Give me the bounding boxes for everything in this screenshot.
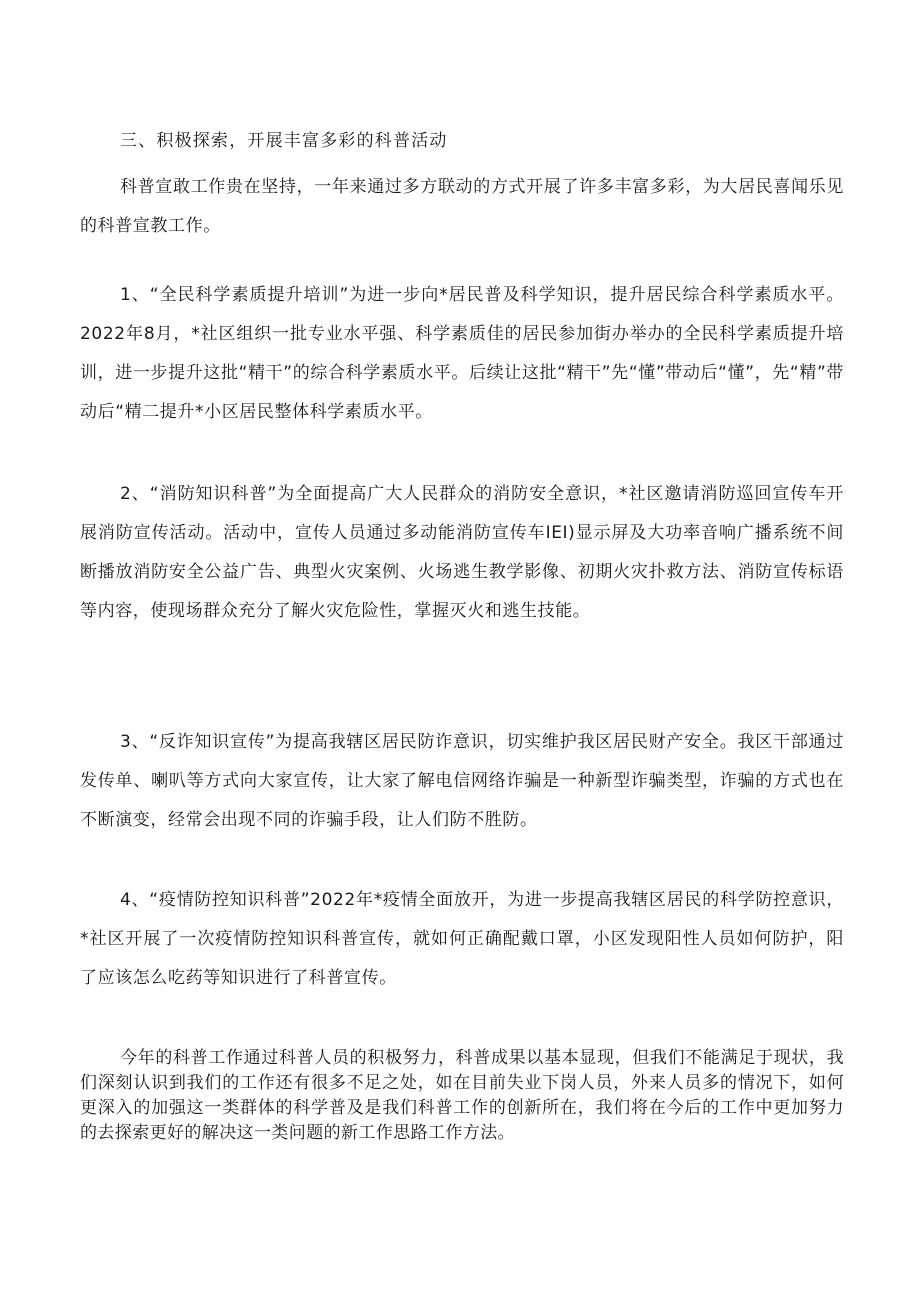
paragraph-item-3-anti-fraud: 3、“反诈知识宣传”为提高我辖区居民防诈意识，切实维护我区居民财产安全。我区干部通过发传单、喇叭等方式向大家宣传，让大家了解电信网络诈骗是一种新型诈骗类型，诈骗的方式也在不断演变，经常会出现不同的诈骗手段，让人们防不胜防。 [80, 732, 844, 830]
paragraph-item-4-epidemic: 4、“疫情防控知识科普”2022年*疫情全面放开，为进一步提高我辖区居民的科学防控意识，*社区开展了一次疫情防控知识科普宣传，就如何正确配戴口罩，小区发现阳性人员如何防护，阳了应该怎么吃药等知识进行了科普宣传。 [80, 890, 844, 988]
paragraph-closing-summary: 今年的科普工作通过科普人员的积极努力，科普成果以基本显现，但我们不能满足于现状，我们深刻认识到我们的工作还有很多不足之处，如在目前失业下岗人员，外来人员多的情况下，如何更深入的加强这一类群体的科学普及是我们科普工作的创新所在，我们将在今后的工作中更加努力的去探索更好的解决这一类问题的新工作思路工作方法。 [80, 1048, 844, 1143]
paragraph-item-2-fire-safety: 2、“消防知识科普”为全面提高广大人民群众的消防安全意识，*社区邀请消防巡回宣传车开展消防宣传活动。活动中，宣传人员通过多动能消防宣传车IEI)显示屏及大功率音响广播系统不间断播放消防安全公益广告、典型火灾案例、火场逃生教学影像、初期火灾扑救方法、消防宣传标语等内容，使现场群众充分了解火灾危险性，掌握灭火和逃生技能。 [80, 484, 844, 621]
section-heading: 三、积极探索，开展丰富多彩的科普活动 [120, 131, 448, 151]
paragraph-intro: 科普宣敢工作贵在坚持，一年来通过多方联动的方式开展了许多丰富多彩，为大居民喜闻乐见的科普宣教工作。 [80, 177, 844, 236]
paragraph-item-1-science-training: 1、“全民科学素质提升培训”为进一步向*居民普及科学知识，提升居民综合科学素质水平。2022年8月，*社区组织一批专业水平强、科学素质佳的居民参加街办举办的全民科学素质提升培训，进一步提升这批“精干”的综合科学素质水平。后续让这批“精干”先“懂”带动后“懂”，先“精”带动后“精二提升*小区居民整体科学素质水平。 [80, 285, 844, 422]
